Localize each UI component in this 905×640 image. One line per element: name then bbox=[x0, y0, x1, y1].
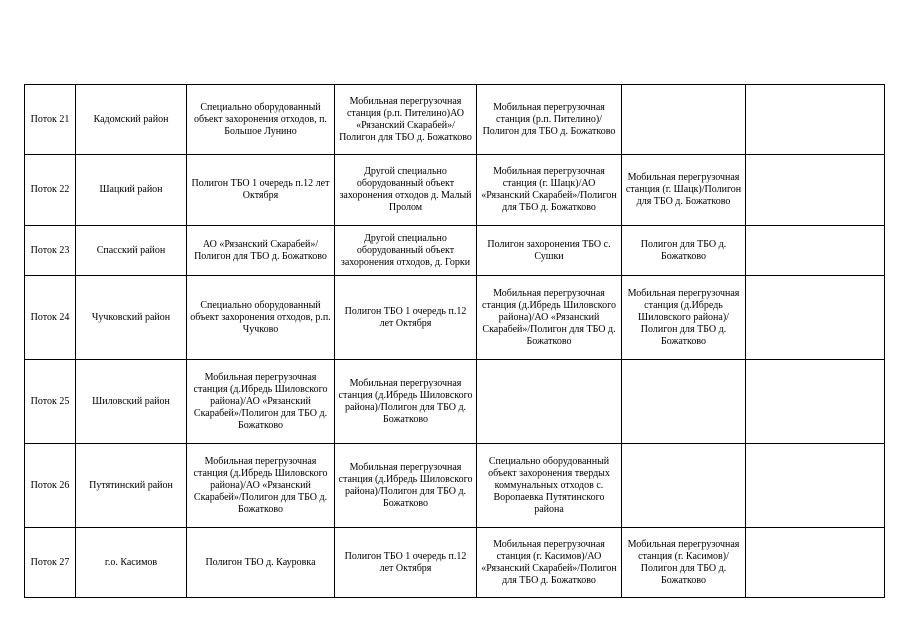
flow-cell: Поток 21 bbox=[25, 85, 76, 155]
facility-cell bbox=[622, 85, 746, 155]
flow-cell: Поток 23 bbox=[25, 226, 76, 276]
facility-cell bbox=[622, 444, 746, 528]
district-cell: Спасский район bbox=[76, 226, 187, 276]
facility-cell: Полигон ТБО 1 очередь п.12 лет Октября bbox=[335, 528, 477, 598]
waste-flow-table bbox=[24, 84, 885, 598]
district-cell: Путятинский район bbox=[76, 444, 187, 528]
district-cell: г.о. Касимов bbox=[76, 528, 187, 598]
district-cell: Шацкий район bbox=[76, 155, 187, 226]
table-row bbox=[25, 444, 885, 528]
facility-cell: Специально оборудованный объект захоронения отходов, п. Большое Лунино bbox=[187, 85, 335, 155]
facility-cell: Мобильная перегрузочная станция (д.Ибредь Шиловского района)/АО «Рязанский Скарабей»/Полигон для ТБО д. Божатково bbox=[187, 444, 335, 528]
facility-cell bbox=[477, 360, 622, 444]
flow-cell: Поток 27 bbox=[25, 528, 76, 598]
facility-cell: Мобильная перегрузочная станция (г. Шацк)/АО «Рязанский Скарабей»/Полигон для ТБО д. Божатково bbox=[477, 155, 622, 226]
facility-cell bbox=[622, 360, 746, 444]
table-row bbox=[25, 276, 885, 360]
district-cell: Кадомский район bbox=[76, 85, 187, 155]
facility-cell: Мобильная перегрузочная станция (г. Касимов)/Полигон для ТБО д. Божатково bbox=[622, 528, 746, 598]
facility-cell: Полигон ТБО 1 очередь п.12 лет Октября bbox=[187, 155, 335, 226]
table-row bbox=[25, 360, 885, 444]
facility-cell: Мобильная перегрузочная станция (р.п. Пителино)АО «Рязанский Скарабей»/Полигон для ТБО д. Божатково bbox=[335, 85, 477, 155]
flow-cell: Поток 26 bbox=[25, 444, 76, 528]
flow-cell: Поток 22 bbox=[25, 155, 76, 226]
facility-cell: Мобильная перегрузочная станция (д.Ибредь Шиловского района)/Полигон для ТБО д. Божатково bbox=[622, 276, 746, 360]
facility-cell: Другой специально оборудованный объект захоронения отходов, д. Горки bbox=[335, 226, 477, 276]
table-row bbox=[25, 226, 885, 276]
facility-cell: Специально оборудованный объект захоронения отходов, р.п. Чучково bbox=[187, 276, 335, 360]
empty-cell bbox=[746, 226, 885, 276]
empty-cell bbox=[746, 155, 885, 226]
flow-cell: Поток 25 bbox=[25, 360, 76, 444]
empty-cell bbox=[746, 85, 885, 155]
facility-cell: Мобильная перегрузочная станция (д.Ибредь Шиловского района)/Полигон для ТБО д. Божатково bbox=[335, 360, 477, 444]
empty-cell bbox=[746, 360, 885, 444]
facility-cell: Мобильная перегрузочная станция (д.Ибредь Шиловского района)/АО «Рязанский Скарабей»/Полигон для ТБО д. Божатково bbox=[187, 360, 335, 444]
district-cell: Чучковский район bbox=[76, 276, 187, 360]
empty-cell bbox=[746, 276, 885, 360]
empty-cell bbox=[746, 528, 885, 598]
facility-cell: Мобильная перегрузочная станция (г. Касимов)/АО «Рязанский Скарабей»/Полигон для ТБО д. Божатково bbox=[477, 528, 622, 598]
empty-cell bbox=[746, 444, 885, 528]
flow-cell: Поток 24 bbox=[25, 276, 76, 360]
facility-cell: Полигон захоронения ТБО с. Сушки bbox=[477, 226, 622, 276]
facility-cell: Мобильная перегрузочная станция (р.п. Пителино)/Полигон для ТБО д. Божатково bbox=[477, 85, 622, 155]
facility-cell: Мобильная перегрузочная станция (г. Шацк)/Полигон для ТБО д. Божатково bbox=[622, 155, 746, 226]
facility-cell: АО «Рязанский Скарабей»/Полигон для ТБО д. Божатково bbox=[187, 226, 335, 276]
facility-cell: Другой специально оборудованный объект захоронения отходов д. Малый Пролом bbox=[335, 155, 477, 226]
table-row bbox=[25, 528, 885, 598]
table-row bbox=[25, 85, 885, 155]
facility-cell: Полигон для ТБО д. Божатково bbox=[622, 226, 746, 276]
district-cell: Шиловский район bbox=[76, 360, 187, 444]
facility-cell: Мобильная перегрузочная станция (д.Ибредь Шиловского района)/АО «Рязанский Скарабей»/Полигон для ТБО д. Божатково bbox=[477, 276, 622, 360]
facility-cell: Специально оборудованный объект захоронения твердых коммунальных отходов с. Воропаевка Путятинского района bbox=[477, 444, 622, 528]
facility-cell: Полигон ТБО 1 очередь п.12 лет Октября bbox=[335, 276, 477, 360]
facility-cell: Полигон ТБО д. Кауровка bbox=[187, 528, 335, 598]
facility-cell: Мобильная перегрузочная станция (д.Ибредь Шиловского района)/Полигон для ТБО д. Божатково bbox=[335, 444, 477, 528]
table-row bbox=[25, 155, 885, 226]
